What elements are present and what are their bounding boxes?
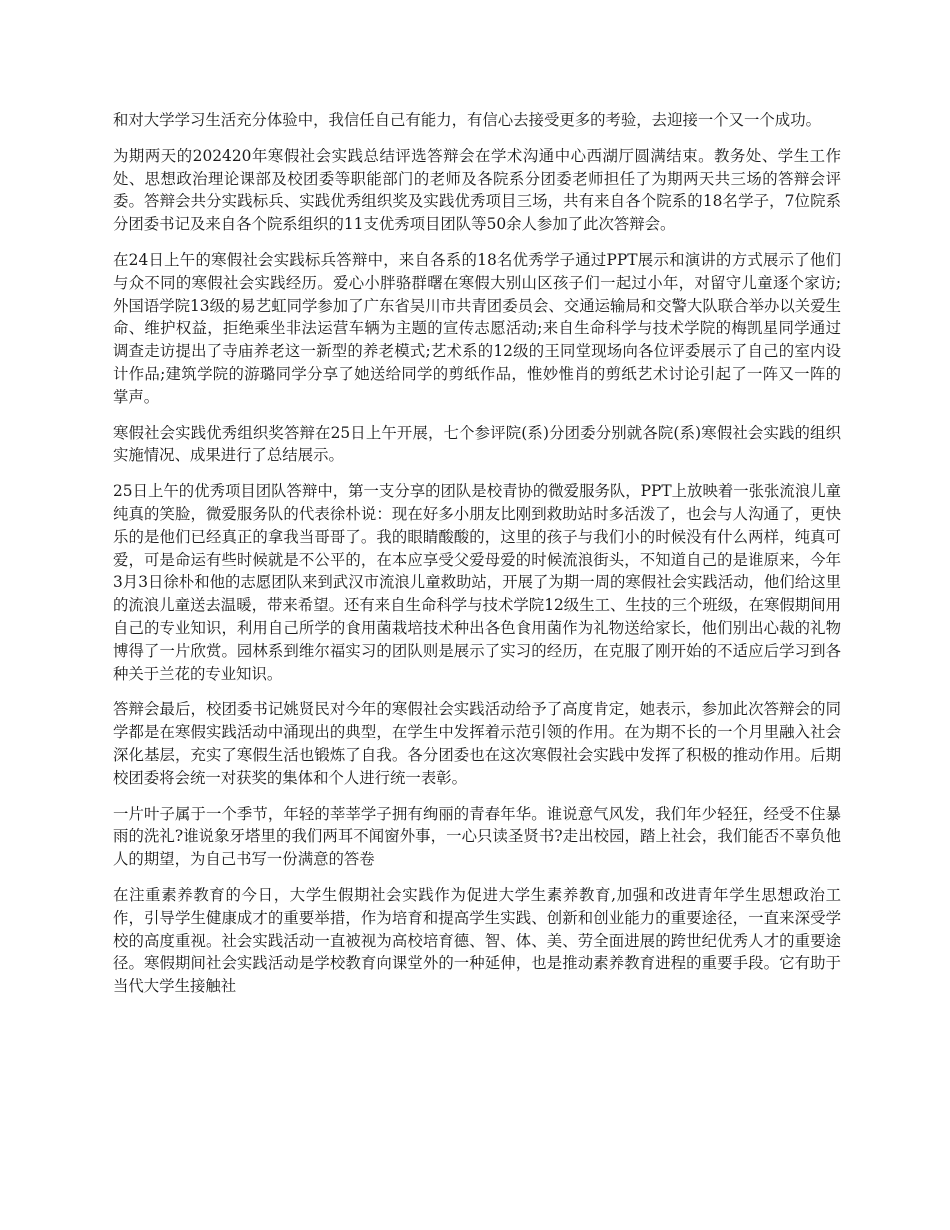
paragraph-4: 寒假社会实践优秀组织奖答辩在25日上午开展，七个参评院(系)分团委分别就各院(系)寒假社会实践的组织实施情况、成果进行了总结展示。 bbox=[113, 423, 841, 465]
paragraph-7: 一片叶子属于一个季节，年轻的莘莘学子拥有绚丽的青春年华。谁说意气风发，我们年少轻狂，经受不住暴雨的洗礼?谁说象牙塔里的我们两耳不闻窗外事，一心只读圣贤书?走出校园，踏上社会，我们能否不辜负他人的期望，为自己书写一份满意的答卷 bbox=[113, 804, 841, 869]
paragraph-3: 在24日上午的寒假社会实践标兵答辩中，来自各系的18名优秀学子通过PPT展示和演讲的方式展示了他们与众不同的寒假社会实践经历。爱心小胖骆群曙在寒假大别山区孩子们一起过小年，对留守儿童逐个家访;外国语学院13级的易艺虹同学参加了广东省吴川市共青团委员会、交通运输局和交警大队联合举办以关爱生命、维护权益，拒绝乘坐非法运营车辆为主题的宣传志愿活动;来自生命科学与技术学院的梅凯星同学通过调查走访提出了寺庙养老这一新型的养老模式;艺术系的12级的王同堂现场向各位评委展示了自己的室内设计作品;建筑学院的游璐同学分享了她送给同学的剪纸作品，惟妙惟肖的剪纸艺术讨论引起了一阵又一阵的掌声。 bbox=[113, 250, 841, 406]
paragraph-2: 为期两天的202420年寒假社会实践总结评选答辩会在学术沟通中心西湖厅圆满结束。教务处、学生工作处、思想政治理论课部及校团委等职能部门的老师及各院系分团委老师担任了为期两天共三场的答辩会评委。答辩会共分实践标兵、实践优秀组织奖及实践优秀项目三场，共有来自各个院系的18名学子，7位院系分团委书记及来自各个院系组织的11支优秀项目团队等50余人参加了此次答辩会。 bbox=[113, 146, 841, 234]
paragraph-5: 25日上午的优秀项目团队答辩中，第一支分享的团队是校青协的微爱服务队，PPT上放映着一张张流浪儿童纯真的笑脸，微爱服务队的代表徐朴说：现在好多小朋友比刚到救助站时多活泼了，也会与人沟通了，更快乐的是他们已经真正的拿我当哥哥了。我的眼睛酸酸的，这里的孩子与我们小的时候没有什么两样，纯真可爱，可是命运有些时候就是不公平的，在本应享受父爱母爱的时候流浪街头，不知道自己的是谁原来，今年3月3日徐朴和他的志愿团队来到武汉市流浪儿童救助站，开展了为期一周的寒假社会实践活动，他们给这里的流浪儿童送去温暖，带来希望。还有来自生命科学与技术学院12级生工、生技的三个班级，在寒假期间用自己的专业知识，利用自己所学的食用菌栽培技术种出各色食用菌作为礼物送给家长，他们别出心裁的礼物博得了一片欣赏。园林系到维尔福实习的团队则是展示了实习的经历，在克服了刚开始的不适应后学习到各种关于兰花的专业知识。 bbox=[113, 482, 841, 683]
document-page bbox=[113, 109, 841, 1011]
paragraph-8: 在注重素养教育的今日，大学生假期社会实践作为促进大学生素养教育,加强和改进青年学生思想政治工作，引导学生健康成才的重要举措，作为培育和提高学生实践、创新和创业能力的重要途径，一直来深受学校的高度重视。社会实践活动一直被视为高校培育德、智、体、美、劳全面进展的跨世纪优秀人才的重要途径。寒假期间社会实践活动是学校教育向课堂外的一种延伸，也是推动素养教育进程的重要手段。它有助于当代大学生接触社 bbox=[113, 885, 841, 996]
paragraph-6: 答辩会最后，校团委书记姚贤民对今年的寒假社会实践活动给予了高度肯定，她表示，参加此次答辩会的同学都是在寒假实践活动中涌现出的典型，在学生中发挥着示范引领的作用。在为期不长的一个月里融入社会深化基层，充实了寒假生活也锻炼了自我。各分团委也在这次寒假社会实践中发挥了积极的推动作用。后期校团委将会统一对获奖的集体和个人进行统一表彰。 bbox=[113, 700, 841, 787]
paragraph-1: 和对大学学习生活充分体验中，我信任自己有能力，有信心去接受更多的考验，去迎接一个又一个成功。 bbox=[113, 111, 821, 129]
